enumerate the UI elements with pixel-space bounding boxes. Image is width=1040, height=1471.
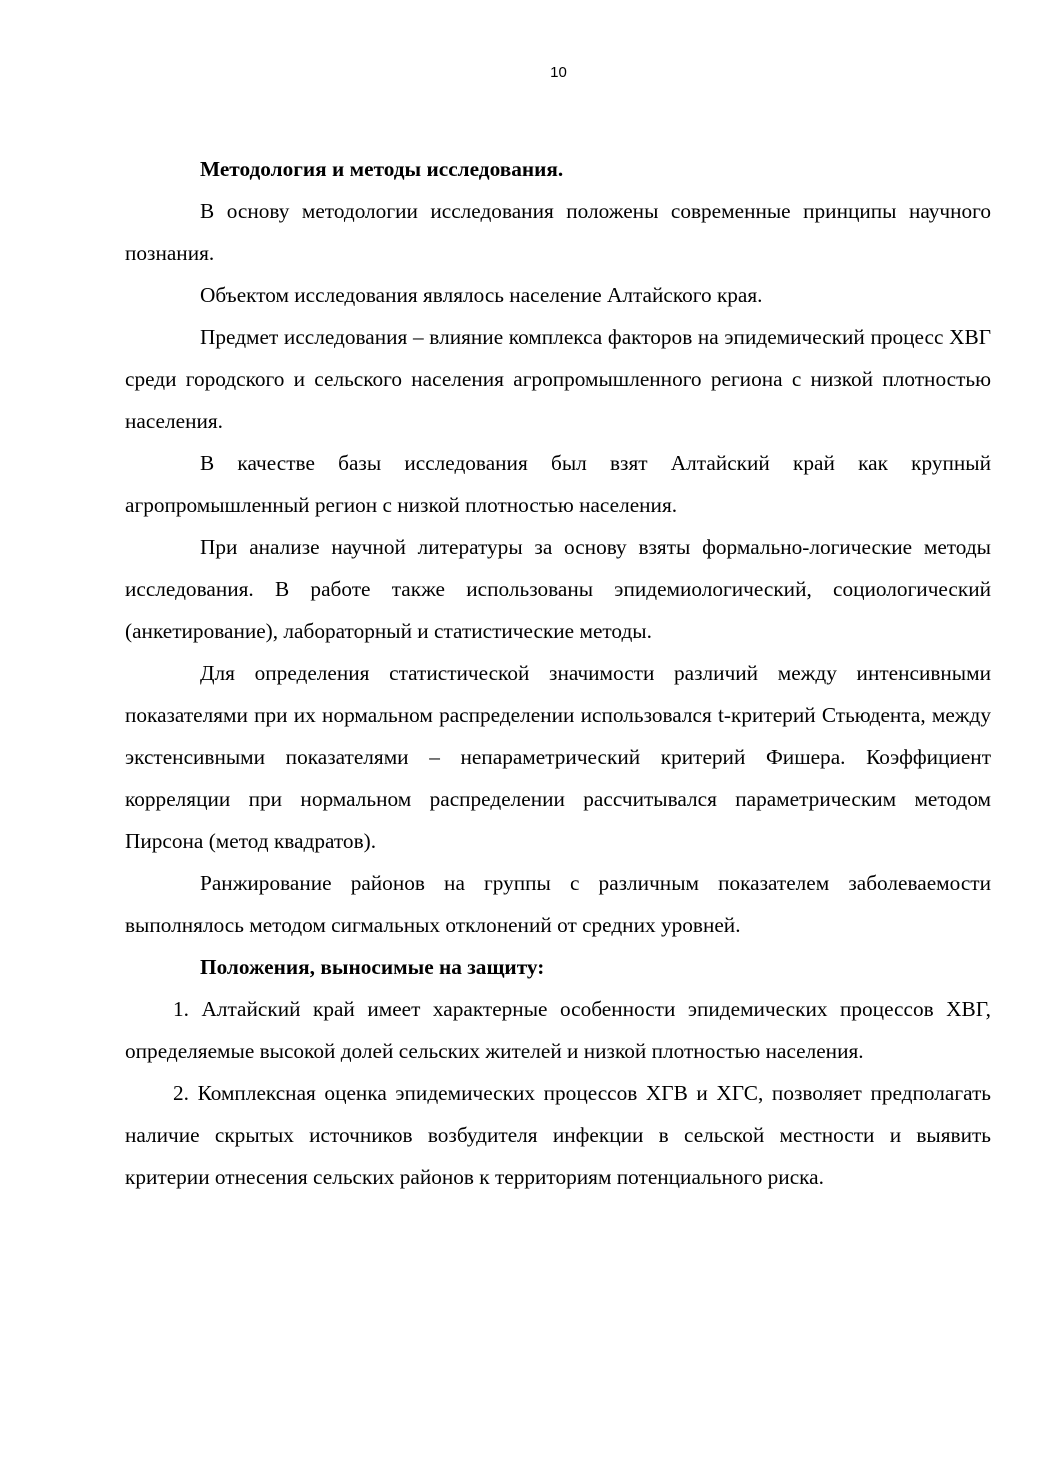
paragraph: В качестве базы исследования был взят Алтайский край как крупный агропромышленный регион с низкой плотностью населения. [125, 451, 991, 517]
methodology-heading: Методология и методы исследования. [200, 157, 564, 181]
paragraph: Для определения статистической значимости различий между интенсивными показателями при их нормальном распределении использовался t-критерий Стьюдента, между экстенсивными показателями – непараметрический критерий Фишера. Коэффициент корреляции при нормальном распределении рассчитывался параметрическим методом Пирсона (метод квадратов). [125, 661, 991, 853]
defense-point: 1. Алтайский край имеет характерные особенности эпидемических процессов ХВГ, определяемые высокой долей сельских жителей и низкой плотностью населения. [125, 997, 991, 1063]
paragraph: Предмет исследования – влияние комплекса факторов на эпидемический процесс ХВГ среди городского и сельского населения агропромышленного региона с низкой плотностью населения. [125, 325, 991, 433]
paragraph: Ранжирование районов на группы с различным показателем заболеваемости выполнялось методом сигмальных отклонений от средних уровней. [125, 871, 991, 937]
paragraph: При анализе научной литературы за основу взяты формально-логические методы исследования. В работе также использованы эпидемиологический, социологический (анкетирование), лабораторный и статистические методы. [125, 535, 991, 643]
defense-points-heading: Положения, выносимые на защиту: [200, 955, 545, 979]
document-body [125, 148, 991, 1198]
paragraph: Объектом исследования являлось население Алтайского края. [200, 283, 763, 307]
paragraph: В основу методологии исследования положены современные принципы научного познания. [125, 199, 991, 265]
page-number: 10 [550, 64, 567, 81]
defense-point: 2. Комплексная оценка эпидемических процессов ХГВ и ХГС, позволяет предполагать наличие скрытых источников возбудителя инфекции в сельской местности и выявить критерии отнесения сельских районов к территориям потенциального риска. [125, 1081, 991, 1189]
